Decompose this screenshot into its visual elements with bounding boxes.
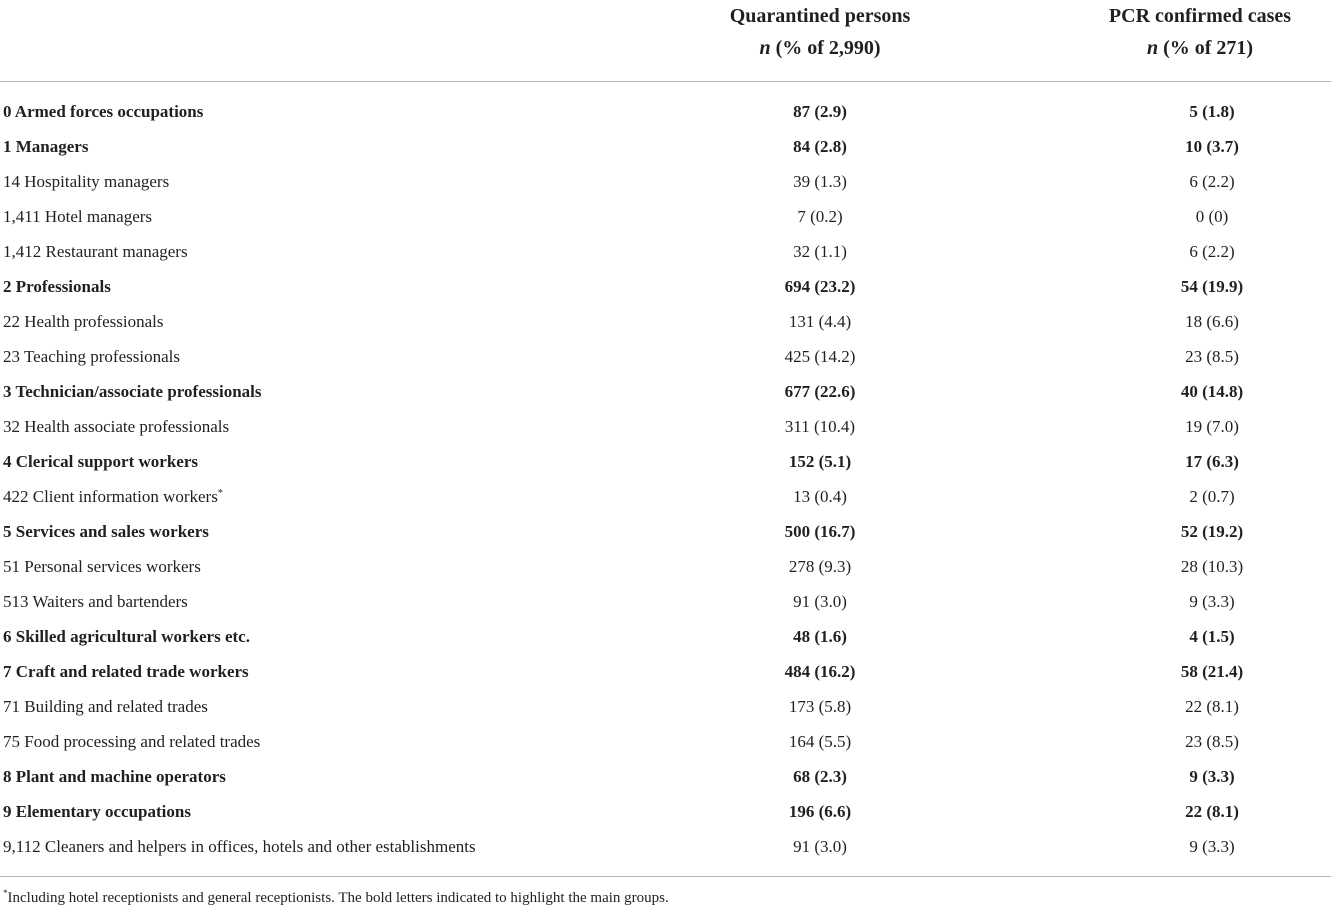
row-label-text: 71 Building and related trades — [3, 697, 208, 716]
row-label-text: 513 Waiters and bartenders — [3, 592, 188, 611]
table-row — [0, 409, 1331, 444]
row-label-text: 422 Client information workers — [3, 487, 218, 506]
row-label — [3, 619, 250, 654]
cell-quarantined: 677 (22.6) — [784, 382, 856, 401]
cell-pcr: 22 (8.1) — [1185, 802, 1239, 821]
row-label — [3, 584, 188, 619]
cell-pcr: 17 (6.3) — [1185, 452, 1239, 471]
row-label-text: 7 Craft and related trade workers — [3, 662, 249, 681]
row-label — [3, 199, 152, 234]
cell-pcr: 6 (2.2) — [1189, 242, 1235, 261]
row-label — [3, 129, 88, 164]
table-row-main-group — [0, 794, 1331, 829]
cell-pcr: 23 (8.5) — [1185, 732, 1239, 751]
row-label-text: 2 Professionals — [3, 277, 111, 296]
cell-pcr: 58 (21.4) — [1180, 662, 1244, 681]
cell-quarantined: 278 (9.3) — [788, 557, 852, 576]
cell-quarantined: 91 (3.0) — [793, 592, 847, 611]
row-label — [3, 164, 169, 199]
row-label-text: 8 Plant and machine operators — [3, 767, 226, 786]
cell-quarantined: 48 (1.6) — [793, 627, 847, 646]
header-quarantined-pct: (% of 2,990) — [775, 37, 881, 59]
cell-quarantined: 13 (0.4) — [793, 487, 847, 506]
table-row — [0, 689, 1331, 724]
header-quarantined-n: n — [759, 37, 771, 59]
cell-pcr: 2 (0.7) — [1189, 487, 1235, 506]
row-label — [3, 829, 476, 864]
cell-pcr: 0 (0) — [1195, 207, 1229, 226]
cell-pcr: 9 (3.3) — [1189, 837, 1235, 856]
table-row-main-group — [0, 444, 1331, 479]
row-label — [3, 339, 180, 374]
row-label-text: 22 Health professionals — [3, 312, 164, 331]
header-pcr-n: n — [1146, 37, 1159, 59]
cell-pcr: 6 (2.2) — [1189, 172, 1235, 191]
row-label-text: 9 Elementary occupations — [3, 802, 191, 821]
row-label-text: 14 Hospitality managers — [3, 172, 170, 191]
cell-quarantined: 196 (6.6) — [788, 802, 852, 821]
cell-pcr: 4 (1.5) — [1189, 627, 1235, 646]
table-body — [0, 94, 1331, 864]
row-label-text: 1,411 Hotel managers — [3, 207, 153, 226]
cell-quarantined: 7 (0.2) — [797, 207, 843, 226]
cell-pcr: 23 (8.5) — [1185, 347, 1239, 366]
cell-quarantined: 39 (1.3) — [793, 172, 847, 191]
row-label-text: 3 Technician/associate professionals — [3, 382, 262, 401]
cell-pcr: 18 (6.6) — [1185, 312, 1239, 331]
row-label — [3, 689, 208, 724]
header-divider — [0, 81, 1331, 82]
row-label — [3, 304, 164, 339]
row-label — [3, 269, 111, 304]
row-label — [3, 374, 262, 409]
cell-pcr: 9 (3.3) — [1189, 767, 1235, 786]
cell-quarantined: 84 (2.8) — [793, 137, 847, 156]
cell-pcr: 28 (10.3) — [1180, 557, 1244, 576]
header-quarantined — [680, 0, 960, 64]
cell-pcr: 19 (7.0) — [1185, 417, 1239, 436]
table-row-main-group — [0, 374, 1331, 409]
cell-pcr: 54 (19.9) — [1180, 277, 1244, 296]
row-label-text: 32 Health associate professionals — [3, 417, 230, 436]
cell-pcr: 9 (3.3) — [1189, 592, 1235, 611]
table-row — [0, 829, 1331, 864]
table-row — [0, 164, 1331, 199]
row-label-text: 75 Food processing and related trades — [3, 732, 261, 751]
cell-quarantined: 311 (10.4) — [784, 417, 856, 436]
cell-quarantined: 500 (16.7) — [784, 522, 856, 541]
row-label-text: 1 Managers — [3, 137, 89, 156]
row-label — [3, 724, 260, 759]
row-label — [3, 514, 209, 549]
table-row-main-group — [0, 514, 1331, 549]
table-header — [0, 0, 1331, 80]
row-label-text: 23 Teaching professionals — [3, 347, 180, 366]
table-row-main-group — [0, 654, 1331, 689]
row-label — [3, 234, 188, 269]
cell-quarantined: 484 (16.2) — [784, 662, 856, 681]
table-row-main-group — [0, 619, 1331, 654]
table-row-main-group — [0, 269, 1331, 304]
row-label — [3, 759, 226, 794]
cell-quarantined: 91 (3.0) — [793, 837, 847, 856]
footnote-marker: * — [217, 488, 223, 499]
row-label-text: 1,412 Restaurant managers — [3, 242, 188, 261]
table-row — [0, 549, 1331, 584]
footnote-text: Including hotel receptionists and general receptionists. The bold letters indicated to highlight the main groups. — [7, 890, 669, 906]
cell-pcr: 22 (8.1) — [1185, 697, 1239, 716]
footnote-marker: * — [3, 888, 8, 898]
cell-pcr: 5 (1.8) — [1189, 102, 1235, 121]
table-row — [0, 199, 1331, 234]
cell-pcr: 10 (3.7) — [1185, 137, 1239, 156]
table-row-main-group — [0, 129, 1331, 164]
table-row — [0, 304, 1331, 339]
table-row — [0, 584, 1331, 619]
cell-quarantined: 152 (5.1) — [788, 452, 852, 471]
row-label-text: 4 Clerical support workers — [3, 452, 199, 471]
cell-quarantined: 173 (5.8) — [788, 697, 852, 716]
row-label — [3, 94, 203, 129]
cell-quarantined: 87 (2.9) — [793, 102, 847, 121]
row-label — [3, 549, 201, 584]
table-row — [0, 479, 1331, 514]
row-label — [3, 444, 198, 479]
header-pcr — [1060, 0, 1331, 64]
table-footnote — [3, 888, 669, 908]
cell-quarantined: 32 (1.1) — [793, 242, 847, 261]
cell-pcr: 40 (14.8) — [1180, 382, 1244, 401]
table-row — [0, 724, 1331, 759]
cell-quarantined: 131 (4.4) — [788, 312, 852, 331]
table-row-main-group — [0, 759, 1331, 794]
table-row — [0, 339, 1331, 374]
cell-pcr: 52 (19.2) — [1180, 522, 1244, 541]
header-pcr-sub — [1060, 32, 1331, 64]
footer-divider — [0, 876, 1331, 877]
table-row-main-group — [0, 94, 1331, 129]
row-label-text: 6 Skilled agricultural workers etc. — [3, 627, 250, 646]
row-label — [3, 654, 249, 689]
row-label-text: 0 Armed forces occupations — [3, 102, 204, 121]
row-label — [3, 794, 191, 829]
row-label-text: 51 Personal services workers — [3, 557, 201, 576]
table-row — [0, 234, 1331, 269]
row-label — [3, 479, 223, 514]
header-pcr-title: PCR confirmed cases — [1108, 5, 1292, 27]
row-label — [3, 409, 229, 444]
header-quarantined-title: Quarantined persons — [729, 5, 911, 27]
header-quarantined-sub — [680, 32, 960, 64]
cell-quarantined: 68 (2.3) — [793, 767, 847, 786]
header-pcr-pct: (% of 271) — [1163, 37, 1254, 59]
row-label-text: 9,112 Cleaners and helpers in offices, hotels and other establishments — [3, 837, 476, 856]
cell-quarantined: 694 (23.2) — [784, 277, 856, 296]
cell-quarantined: 425 (14.2) — [784, 347, 856, 366]
cell-quarantined: 164 (5.5) — [788, 732, 852, 751]
row-label-text: 5 Services and sales workers — [3, 522, 209, 541]
